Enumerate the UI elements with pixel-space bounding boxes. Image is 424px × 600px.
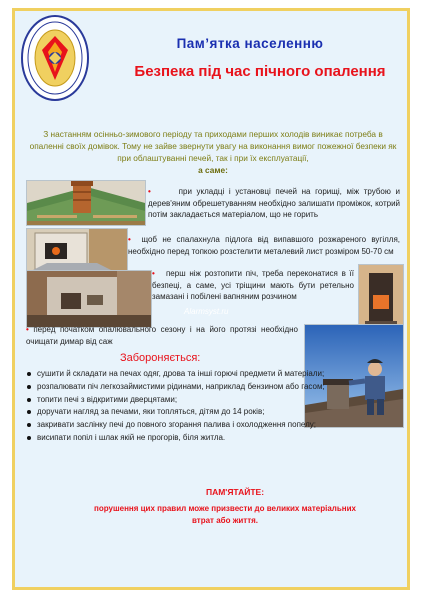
rule-2-text: щоб не спалахнула підлога від випавшого розжареного вугілля, необхідно перед топкою розстелити металевий лист розміром 50-70 см xyxy=(128,235,401,256)
prohibited-list xyxy=(26,368,326,445)
prohibited-item: доручати нагляд за печами, яки топляться, дітям до 14 років; xyxy=(26,406,326,418)
rule-1 xyxy=(148,186,400,221)
rule-3 xyxy=(152,268,354,303)
modern-stove-image xyxy=(358,264,404,332)
rule-1-text: при укладці і установці печей на горищі, між трубою и дерев'яним обрешетуванням необхідно залишати проміжок, котрий потім закладається матеріалом, що не горить xyxy=(148,187,400,219)
rule-4 xyxy=(26,324,298,347)
roof-construction-image xyxy=(26,180,146,226)
prohibited-title: Забороняється: xyxy=(120,352,201,364)
stove-floor-image xyxy=(26,228,128,274)
prohibited-item: сушити й складати на печах одяг, дрова та інші горючі предмети й матеріали; xyxy=(26,368,326,380)
prohibited-item: розпалювати піч легкозаймистими рідинами, наприклад бензином або гасом; xyxy=(26,381,326,393)
watermark: Alarmsyst.ru xyxy=(184,307,229,316)
bullet-icon: • xyxy=(128,235,131,244)
prohibited-item: закривати заслінку печі до повного згорання палива і охолодження попелу; xyxy=(26,419,326,431)
prohibited-item: висипати попіл і шлак якій не прогорів, біля житла. xyxy=(26,432,326,444)
poster-title-main: Безпека під час пічного опалення xyxy=(134,63,386,80)
bullet-icon: • xyxy=(152,269,155,278)
brick-stove-image xyxy=(26,270,152,328)
intro-emphasis: а саме: xyxy=(198,165,228,175)
remember-title: ПАМ'ЯТАЙТЕ: xyxy=(205,487,265,497)
rule-4-text: перед початком опалювального сезону і на його протязі необхідно очищати димар від саж xyxy=(26,325,298,346)
rule-2 xyxy=(128,234,400,257)
bullet-icon: • xyxy=(148,187,151,196)
intro-paragraph xyxy=(26,128,400,176)
remember-text: порушення цих правил може призвести до великих матеріальних втрат або життя. xyxy=(94,504,356,525)
emblem-icon xyxy=(20,14,90,102)
bullet-icon: • xyxy=(26,325,29,334)
intro-text: З настанням осінньо-зимового періоду та приходами перших холодів виникає потреба в опаленні своїх домівок. Тому не зайве звернути увагу на виконання вимог пожежної безпеки як при облаштуванні печей, так і при їх експлуатації, xyxy=(29,129,397,163)
poster-title-top: Пам’ятка населенню xyxy=(176,36,324,51)
rule-3-text: перш ніж розтопити піч, треба переконатися в її безпеці, а саме, усі тріщини мають бути ретельно замазані і побілені вапняним розчином xyxy=(152,269,355,301)
prohibited-item: топити печі з відкритими дверцятами; xyxy=(26,394,326,406)
